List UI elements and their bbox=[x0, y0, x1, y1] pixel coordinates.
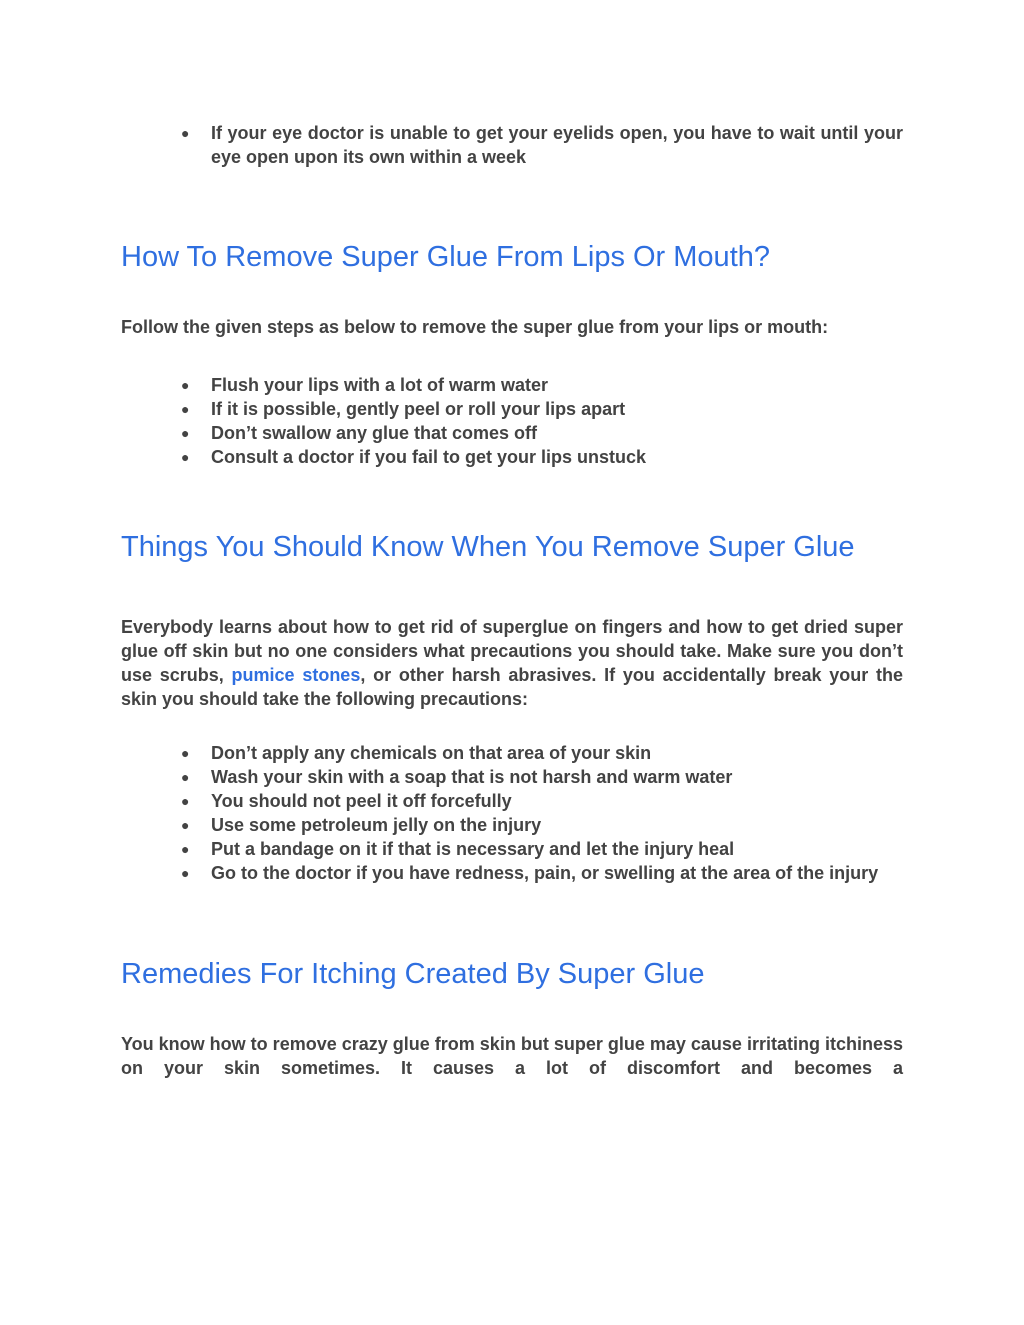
lips-bullet-list bbox=[121, 373, 903, 469]
bullet-icon: ● bbox=[181, 425, 190, 441]
list-item: ● Use some petroleum jelly on the injury bbox=[181, 815, 542, 835]
pumice-stones-link[interactable]: pumice stones bbox=[231, 665, 361, 685]
list-item: ● Don’t swallow any glue that comes off bbox=[181, 423, 538, 443]
things-paragraph: Everybody learns about how to get rid of superglue on fingers and how to get dried super glue off skin but no one considers what precautions you should take. Make sure you don’t use scrubs, pumice stones, or other harsh abrasives. If you accidentally break your the skin you should take the following precautions: bbox=[121, 617, 903, 709]
bullet-icon: ● bbox=[181, 125, 190, 141]
top-bullet-list bbox=[121, 121, 903, 169]
section-heading-itching: Remedies For Itching Created By Super Glue bbox=[121, 958, 705, 990]
section-heading-lips: How To Remove Super Glue From Lips Or Mouth? bbox=[121, 241, 771, 273]
bullet-icon: ● bbox=[181, 865, 190, 881]
bullet-icon: ● bbox=[181, 377, 190, 393]
section-heading-things: Things You Should Know When You Remove Super Glue bbox=[121, 531, 855, 563]
list-item: ● You should not peel it off forcefully bbox=[181, 791, 512, 811]
bullet-icon: ● bbox=[181, 793, 190, 809]
list-item: ● Consult a doctor if you fail to get your lips unstuck bbox=[181, 447, 647, 467]
document-content bbox=[121, 120, 903, 1080]
list-item: ● If it is possible, gently peel or roll your lips apart bbox=[181, 399, 626, 419]
bullet-icon: ● bbox=[181, 449, 190, 465]
list-item: ● If your eye doctor is unable to get your eyelids open, you have to wait until your eye open upon its own within a week bbox=[181, 123, 903, 167]
bullet-icon: ● bbox=[181, 401, 190, 417]
bullet-icon: ● bbox=[181, 769, 190, 785]
bullet-icon: ● bbox=[181, 817, 190, 833]
bullet-icon: ● bbox=[181, 745, 190, 761]
list-item: ● Don’t apply any chemicals on that area of your skin bbox=[181, 743, 652, 763]
list-item: ● Wash your skin with a soap that is not harsh and warm water bbox=[181, 767, 733, 787]
lips-intro-paragraph: Follow the given steps as below to remove the super glue from your lips or mouth: bbox=[121, 317, 829, 337]
list-item: ● Flush your lips with a lot of warm water bbox=[181, 375, 549, 395]
precautions-bullet-list bbox=[121, 741, 903, 885]
itching-intro-paragraph: You know how to remove crazy glue from skin but super glue may cause irritating itchiness on your skin sometimes. It causes a lot of discomfort and becomes a bbox=[121, 1034, 903, 1078]
list-item: ● Put a bandage on it if that is necessary and let the injury heal bbox=[181, 839, 735, 859]
list-item: ● Go to the doctor if you have redness, pain, or swelling at the area of the injury bbox=[181, 863, 879, 883]
bullet-icon: ● bbox=[181, 841, 190, 857]
